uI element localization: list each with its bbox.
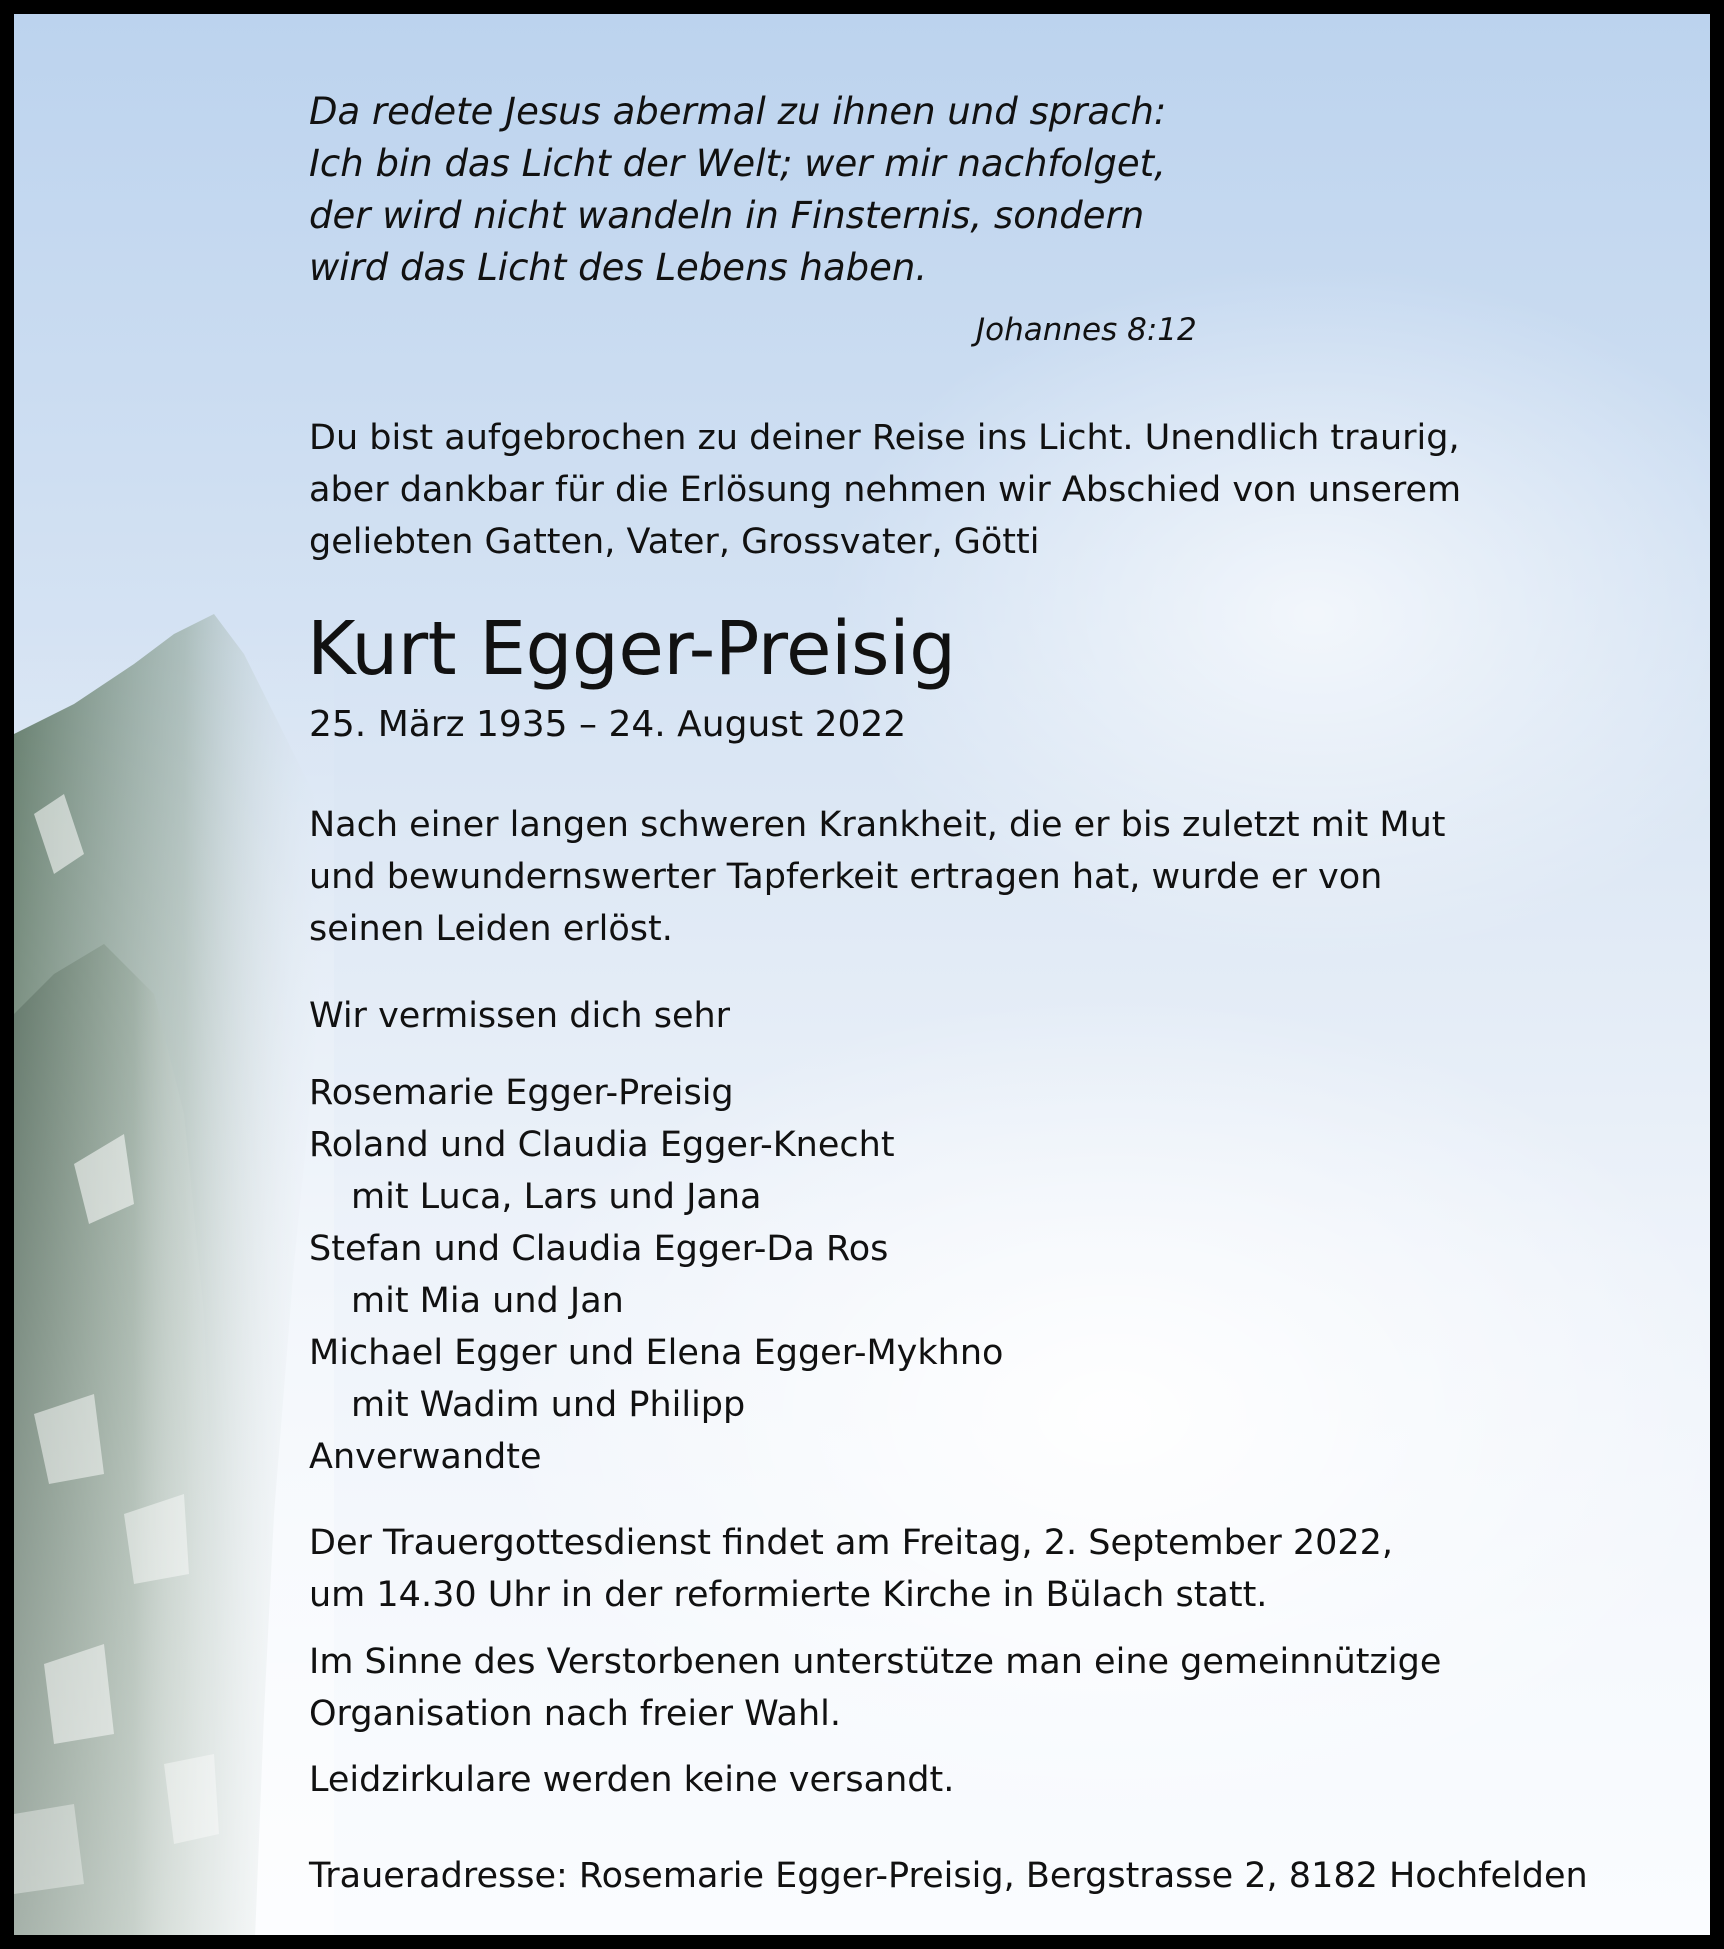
family-member: Stefan und Claudia Egger-Da Ros — [309, 1229, 889, 1269]
service-paragraph — [309, 1517, 1393, 1621]
illness-line: und bewundernswerter Tapferkeit ertragen hat, wurde er von — [309, 857, 1383, 897]
life-dates: 25. März 1935 – 24. August 2022 — [309, 704, 907, 745]
family-member: mit Mia und Jan — [351, 1281, 624, 1321]
service-line: um 14.30 Uhr in der reformierte Kirche in Bülach statt. — [309, 1575, 1268, 1615]
donation-line: Organisation nach freier Wahl. — [309, 1694, 842, 1734]
illness-line: Nach einer langen schweren Krankheit, die er bis zuletzt mit Mut — [309, 805, 1446, 845]
illness-line: seinen Leiden erlöst. — [309, 909, 673, 949]
obituary-content — [14, 14, 1710, 1935]
verse-reference: Johannes 8:12 — [976, 312, 1197, 348]
intro-line: Du bist aufgebrochen zu deiner Reise ins Licht. Unendlich traurig, — [309, 418, 1460, 458]
verse-line: wird das Licht des Lebens haben. — [309, 246, 928, 289]
family-member: mit Luca, Lars und Jana — [351, 1177, 762, 1217]
verse-line: Ich bin das Licht der Welt; wer mir nachfolget, — [309, 142, 1166, 185]
bible-verse — [309, 86, 1166, 294]
service-line: Der Trauergottesdienst findet am Freitag, 2. September 2022, — [309, 1523, 1394, 1563]
family-list — [309, 1067, 1003, 1483]
intro-paragraph — [309, 412, 1461, 568]
family-member: Rosemarie Egger-Preisig — [309, 1073, 734, 1113]
family-member: Michael Egger und Elena Egger-Mykhno — [309, 1333, 1004, 1373]
intro-line: geliebten Gatten, Vater, Grossvater, Götti — [309, 522, 1040, 562]
family-member: Roland und Claudia Egger-Knecht — [309, 1125, 895, 1165]
illness-paragraph — [309, 799, 1446, 955]
miss-line: Wir vermissen dich sehr — [309, 996, 731, 1036]
circulars-note: Leidzirkulare werden keine versandt. — [309, 1760, 955, 1800]
verse-line: der wird nicht wandeln in Finsternis, sondern — [309, 194, 1145, 237]
family-member: mit Wadim und Philipp — [351, 1385, 746, 1425]
verse-line: Da redete Jesus abermal zu ihnen und sprach: — [309, 90, 1167, 133]
intro-line: aber dankbar für die Erlösung nehmen wir Abschied von unserem — [309, 470, 1462, 510]
family-member: Anverwandte — [309, 1437, 542, 1477]
donation-paragraph — [309, 1636, 1441, 1740]
deceased-name: Kurt Egger-Preisig — [307, 606, 956, 692]
mourning-address: Traueradresse: Rosemarie Egger-Preisig, Bergstrasse 2, 8182 Hochfelden — [309, 1856, 1588, 1896]
donation-line: Im Sinne des Verstorbenen unterstütze man eine gemeinnützige — [309, 1642, 1442, 1682]
